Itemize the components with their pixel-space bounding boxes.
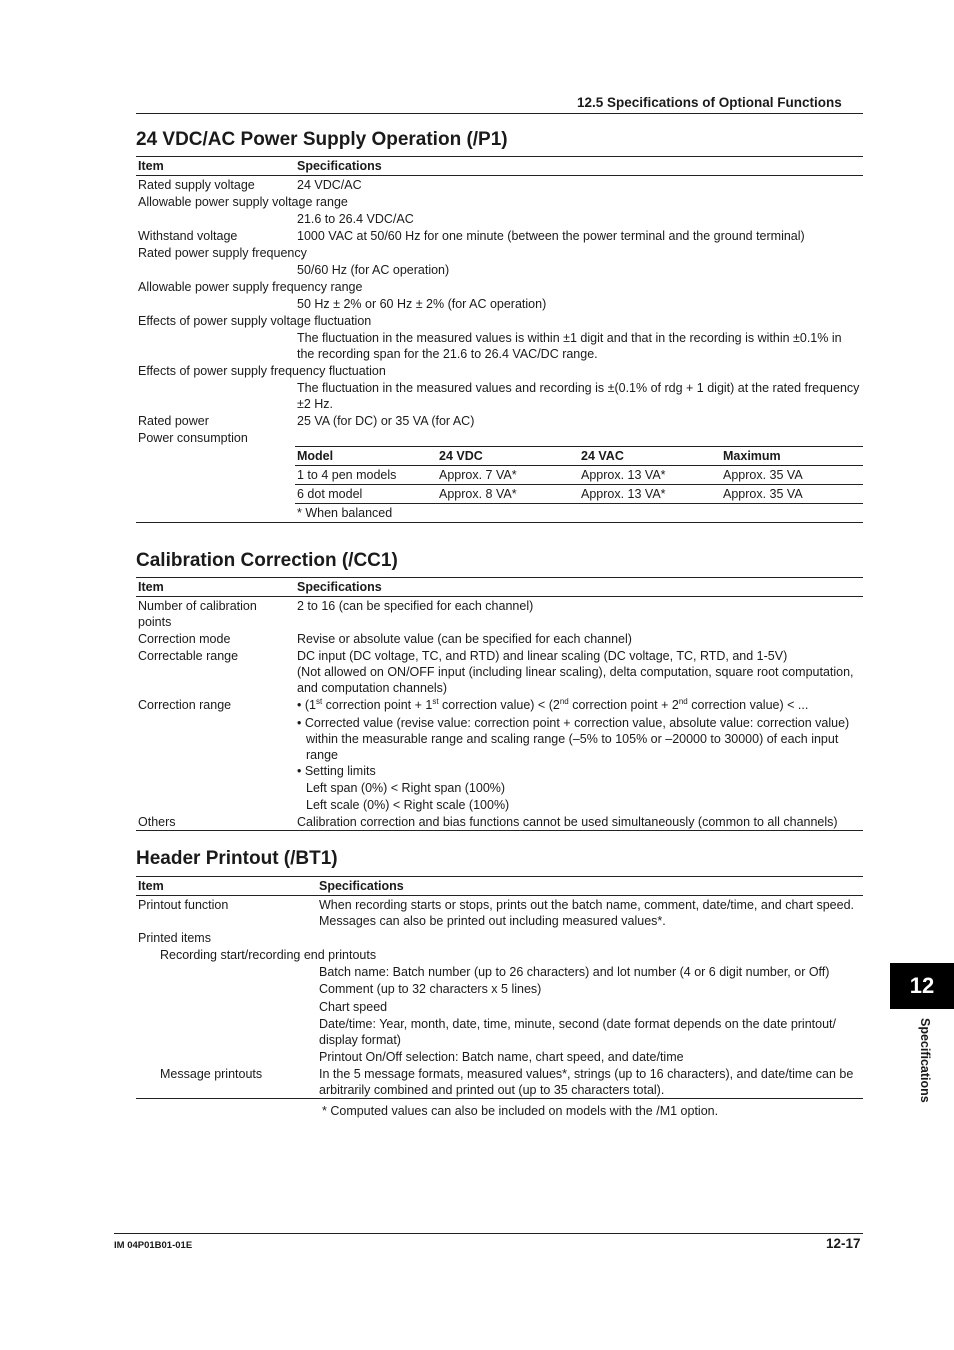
- table-row: [136, 329, 863, 362]
- row-item: Allowable power supply voltage range: [138, 194, 348, 209]
- power-consumption-table: [295, 446, 863, 522]
- row-item: Withstand voltage: [138, 228, 238, 243]
- row-spec: [317, 963, 863, 1065]
- col-item: Item: [136, 578, 295, 597]
- row-spec: [295, 696, 863, 813]
- row-spec: The fluctuation in the measured values is within ±1 digit and that in the recording is within ±0.1% in the recording span for the 21.6 to 26.4 VAC/DC range.: [297, 330, 842, 361]
- row-item: Correctable range: [138, 648, 239, 663]
- cell-vac: Approx. 13 VA*: [579, 485, 721, 504]
- table-row: [136, 946, 863, 963]
- row-item: Printed items: [138, 930, 211, 945]
- header-rule: [136, 113, 863, 114]
- spec-line: Printout On/Off selection: Batch name, chart speed, and date/time: [319, 1049, 684, 1064]
- row-item: Allowable power supply frequency range: [138, 279, 363, 294]
- spec-line: Comment (up to 32 characters x 5 lines): [319, 981, 542, 996]
- row-spec: Revise or absolute value (can be specified for each channel): [297, 631, 632, 646]
- spec-table-p1: [136, 156, 863, 523]
- power-table-note: * When balanced: [297, 506, 393, 520]
- section-title-cc1: Calibration Correction (/CC1): [136, 550, 398, 571]
- spec-line: Batch name: Batch number (up to 26 characters) and lot number (4 or 6 digit number, or Off): [319, 964, 830, 979]
- document-id: IM 04P01B01-01E: [114, 1240, 193, 1251]
- cell-vac: Approx. 13 VA*: [579, 466, 721, 485]
- row-spec: 2 to 16 (can be specified for each channel): [297, 598, 534, 613]
- cell-max: Approx. 35 VA: [721, 466, 863, 485]
- spec-line: Date/time: Year, month, date, time, minute, second (date format depends on the date printout/ display format): [319, 1016, 836, 1047]
- table-row: [136, 630, 863, 647]
- table-row: [136, 210, 863, 227]
- row-item: Number of calibration points: [138, 598, 257, 629]
- table-row: [136, 227, 863, 244]
- table-row: [136, 244, 863, 261]
- row-subitem: Message printouts: [136, 1065, 317, 1099]
- row-spec: The fluctuation in the measured values and recording is ±(0.1% of rdg + 1 digit) at the rated frequency ±2 Hz.: [297, 380, 860, 411]
- col-spec: Specifications: [295, 157, 863, 176]
- row-spec: 50/60 Hz (for AC operation): [297, 262, 450, 277]
- cell-vdc: Approx. 8 VA*: [437, 485, 579, 504]
- footnote: * Computed values can also be included on models with the /M1 option.: [322, 1104, 719, 1118]
- table-row: [295, 504, 863, 523]
- bullet-setting-limits: • Setting limits: [297, 763, 376, 778]
- table-row: [136, 379, 863, 412]
- col-24vdc: 24 VDC: [437, 447, 579, 466]
- setting-limit-line: Left scale (0%) < Right scale (100%): [306, 797, 510, 812]
- row-spec: When recording starts or stops, prints out the batch name, comment, date/time, and chart speed. Messages can also be printed out including measured values*.: [319, 897, 854, 928]
- row-item: Effects of power supply frequency fluctuation: [138, 363, 386, 378]
- setting-limit-line: Left span (0%) < Right span (100%): [306, 780, 506, 795]
- table-row: [136, 362, 863, 379]
- cell-max: Approx. 35 VA: [721, 485, 863, 504]
- table-row: [136, 176, 863, 194]
- row-spec: 50 Hz ± 2% or 60 Hz ± 2% (for AC operation): [297, 296, 547, 311]
- bullet-corrected-value: • Corrected value (revise value: correction point + correction value, absolute value: correction value) within the measurable range and scaling range (–5% to 105% or –20000 to 30000) of each input range: [297, 715, 850, 762]
- row-item: Rated power: [138, 413, 209, 428]
- row-item: Others: [136, 813, 295, 831]
- spec-line: Chart speed: [319, 999, 388, 1014]
- table-row: [136, 597, 863, 631]
- row-item: Correction range: [138, 697, 232, 712]
- row-subitem: Recording start/recording end printouts: [160, 947, 377, 962]
- footer-rule: [114, 1233, 863, 1234]
- spec-table-bt1: [136, 876, 863, 1099]
- table-row: [136, 261, 863, 278]
- table-row: [136, 193, 863, 210]
- col-spec: Specifications: [295, 578, 863, 597]
- section-title-bt1: Header Printout (/BT1): [136, 848, 338, 869]
- row-spec: 21.6 to 26.4 VDC/AC: [297, 211, 414, 226]
- row-spec: [295, 647, 863, 696]
- spec-line: DC input (DC voltage, TC, and RTD) and linear scaling (DC voltage, TC, RTD, and 1-5V): [297, 648, 788, 663]
- cell-vdc: Approx. 7 VA*: [437, 466, 579, 485]
- row-spec: In the 5 message formats, measured values*, strings (up to 16 characters), and date/time can be arbitrarily combined and printed out (up to 35 characters total).: [317, 1065, 863, 1099]
- cell-model: 1 to 4 pen models: [295, 466, 437, 485]
- spec-table-cc1: [136, 577, 863, 831]
- table-row: [136, 963, 863, 1065]
- table-row: [136, 429, 863, 446]
- page-number: 12-17: [826, 1236, 861, 1251]
- col-item: Item: [136, 877, 317, 896]
- row-item: Rated power supply frequency: [138, 245, 307, 260]
- table-row: [136, 647, 863, 696]
- col-model: Model: [295, 447, 437, 466]
- col-item: Item: [136, 157, 295, 176]
- table-row: [295, 485, 863, 504]
- col-spec: Specifications: [317, 877, 863, 896]
- table-row: [136, 813, 863, 831]
- table-row: [136, 446, 863, 523]
- row-item: Power consumption: [138, 430, 248, 445]
- row-item: Rated supply voltage: [138, 177, 255, 192]
- section-title-p1: 24 VDC/AC Power Supply Operation (/P1): [136, 129, 508, 150]
- running-header: 12.5 Specifications of Optional Functions: [577, 95, 842, 110]
- row-spec: 24 VDC/AC: [297, 177, 362, 192]
- table-row: [136, 412, 863, 429]
- table-row: [136, 696, 863, 813]
- table-row: [136, 929, 863, 946]
- bullet-correction-order: • (1st correction point + 1st correction value) < (2nd correction point + 2nd correction value) < ...: [297, 696, 809, 712]
- table-row: [136, 1065, 863, 1099]
- row-item: Effects of power supply voltage fluctuation: [138, 313, 372, 328]
- row-spec: 25 VA (for DC) or 35 VA (for AC): [297, 413, 475, 428]
- chapter-tab: 12: [890, 963, 954, 1009]
- col-maximum: Maximum: [721, 447, 863, 466]
- row-item: Correction mode: [138, 631, 231, 646]
- spec-line: (Not allowed on ON/OFF input (including linear scaling), delta computation, square root computation, and computation channels): [297, 664, 854, 695]
- chapter-side-label: Specifications: [918, 1018, 932, 1103]
- table-row: [136, 295, 863, 312]
- col-24vac: 24 VAC: [579, 447, 721, 466]
- row-spec: Calibration correction and bias functions cannot be used simultaneously (common to all channels): [295, 813, 863, 831]
- cell-model: 6 dot model: [295, 485, 437, 504]
- table-row: [136, 896, 863, 930]
- row-item: Printout function: [138, 897, 229, 912]
- table-row: [136, 278, 863, 295]
- table-row: [295, 466, 863, 485]
- row-spec: 1000 VAC at 50/60 Hz for one minute (between the power terminal and the ground terminal): [297, 228, 805, 243]
- table-row: [136, 312, 863, 329]
